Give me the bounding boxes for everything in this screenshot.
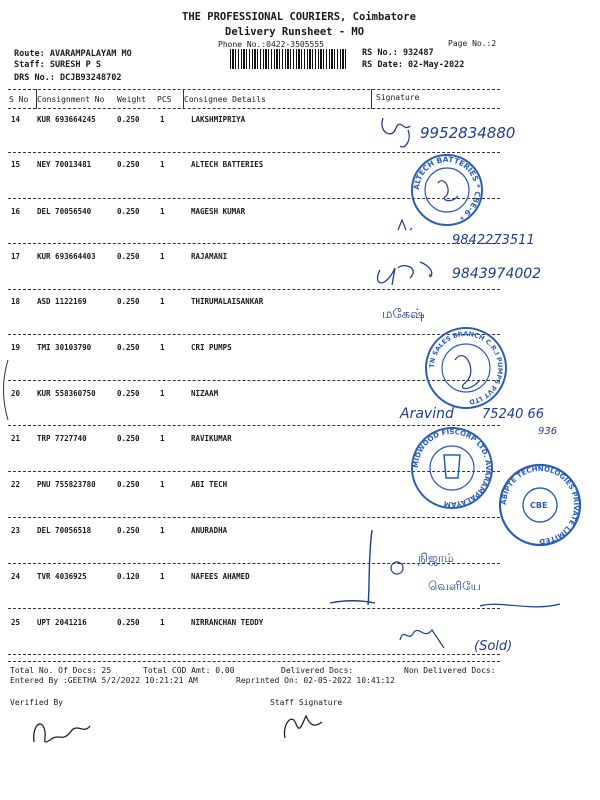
cell-sno: 23 <box>11 526 21 535</box>
reprinted-on: Reprinted On: 02-05-2022 10:41:12 <box>236 676 395 685</box>
svg-text:ABIPTE TECHNOLOGIES PRIVATE LI: ABIPTE TECHNOLOGIES PRIVATE LIMITED <box>499 464 581 546</box>
cell-sno: 18 <box>11 297 21 306</box>
cell-consignment: DEL 70056540 <box>37 207 92 216</box>
rs-number: RS No.: 932487 <box>362 48 434 58</box>
cell-sno: 19 <box>11 343 21 352</box>
drs-number: DRS No.: DCJB93248702 <box>14 73 122 83</box>
table-row <box>0 526 380 538</box>
cell-pcs: 1 <box>160 343 165 352</box>
svg-text:MIDWOOD FISCORP LTD. AVARAMPAL: MIDWOOD FISCORP LTD. AVARAMPALAYAM <box>411 427 493 509</box>
handwritten-tamil: மகேஷ் <box>382 307 425 322</box>
table-row <box>0 297 380 309</box>
svg-text:CBE: CBE <box>530 501 548 510</box>
cell-weight: 0.250 <box>117 252 140 261</box>
cell-sno: 14 <box>11 115 21 124</box>
col-consignee: Consignee Details <box>184 95 266 104</box>
cell-consignee: MAGESH KUMAR <box>191 207 246 216</box>
cell-consignment: TVR 4036925 <box>37 572 87 581</box>
column-divider <box>371 89 372 109</box>
handwritten-signature <box>400 630 444 648</box>
barcode <box>230 49 348 69</box>
cell-pcs: 1 <box>160 297 165 306</box>
entered-by: Entered By :GEETHA 5/2/2022 10:21:21 AM <box>10 676 198 685</box>
abi-tech-stamp <box>500 465 580 545</box>
col-sno: S No <box>9 95 29 104</box>
cell-consignment: KUR 693664403 <box>37 252 96 261</box>
document-subtitle: Delivery Runsheet - MO <box>225 26 365 38</box>
table-row <box>0 343 380 355</box>
cell-consignee: THIRUMALAISANKAR <box>191 297 264 306</box>
cell-weight: 0.250 <box>117 207 140 216</box>
cell-weight: 0.250 <box>117 526 140 535</box>
cell-consignee: NIZAAM <box>191 389 219 398</box>
handwritten-stroke <box>480 604 560 607</box>
table-row <box>0 207 380 219</box>
cell-consignee: RAJAMANI <box>191 252 228 261</box>
page-number: Page No.:2 <box>448 39 497 48</box>
cell-consignee: NAFEES AHAMED <box>191 572 250 581</box>
cell-consignment: NEY 70013481 <box>37 160 92 169</box>
cell-pcs: 1 <box>160 526 165 535</box>
non-delivered-docs: Non Delivered Docs: <box>404 666 496 675</box>
total-cod: Total COD Amt: 0.00 <box>143 666 235 675</box>
handwritten-phone: 9952834880 <box>420 124 516 142</box>
table-row <box>0 389 380 401</box>
handwritten-tamil: வெளியே <box>428 579 481 593</box>
row-rule <box>8 289 500 290</box>
cell-pcs: 1 <box>160 115 165 124</box>
delivered-docs: Delivered Docs: <box>281 666 354 675</box>
cell-sno: 16 <box>11 207 21 216</box>
table-row <box>0 252 380 264</box>
row-rule <box>8 608 500 609</box>
cell-weight: 0.250 <box>117 343 140 352</box>
cell-consignee: LAKSHMIPRIYA <box>191 115 246 124</box>
cell-consignment: KUR 693664245 <box>37 115 96 124</box>
company-name: THE PROFESSIONAL COURIERS, Coimbatore <box>182 11 416 23</box>
verified-by: Verified By <box>10 698 63 707</box>
row-rule <box>8 380 500 381</box>
cell-weight: 0.250 <box>117 115 140 124</box>
col-weight: Weight <box>117 95 146 104</box>
handwritten-phone: 9842273511 <box>452 233 535 248</box>
row-rule <box>8 517 500 518</box>
cell-consignment: ASD 1122169 <box>37 297 87 306</box>
table-row <box>0 480 380 492</box>
cell-weight: 0.120 <box>117 572 140 581</box>
handwritten-signature <box>382 118 410 147</box>
cell-sno: 22 <box>11 480 21 489</box>
table-row <box>0 115 380 127</box>
staff-signature <box>284 716 322 738</box>
col-signature: Signature <box>376 93 420 102</box>
handwritten-signature <box>398 220 412 230</box>
table-row <box>0 160 380 172</box>
row-rule <box>8 243 500 244</box>
cell-weight: 0.250 <box>117 389 140 398</box>
handwritten-tamil: நிஜாம் <box>418 551 454 565</box>
cell-consignment: TRP 7727740 <box>37 434 87 443</box>
svg-text:TN SALES BRANCH C.R.I PUMPS PV: TN SALES BRANCH C.R.I PUMPS PVT LTD <box>427 329 505 406</box>
handwritten-signature <box>378 262 432 285</box>
col-pcs: PCS <box>157 95 172 104</box>
cell-pcs: 1 <box>160 207 165 216</box>
cell-weight: 0.250 <box>117 618 140 627</box>
route: Route: AVARAMPALAYAM MO <box>14 49 132 59</box>
handwritten-phone: 75240 66 <box>482 407 545 422</box>
table-row <box>0 434 380 446</box>
cell-sno: 20 <box>11 389 21 398</box>
midwood-stamp <box>412 428 492 508</box>
cell-consignment: PNU 755823780 <box>37 480 96 489</box>
cell-pcs: 1 <box>160 480 165 489</box>
cell-weight: 0.250 <box>117 297 140 306</box>
row-rule <box>8 152 500 153</box>
cell-weight: 0.250 <box>117 160 140 169</box>
row-rule <box>8 334 500 335</box>
table-row <box>0 618 380 630</box>
cell-consignee: CRI PUMPS <box>191 343 232 352</box>
cell-consignee: ALTECH BATTERIES <box>191 160 264 169</box>
cell-pcs: 1 <box>160 160 165 169</box>
verified-signature <box>34 724 90 742</box>
bracket-mark <box>330 530 375 605</box>
cell-pcs: 1 <box>160 389 165 398</box>
cell-consignee: ANURADHA <box>191 526 228 535</box>
cell-pcs: 1 <box>160 618 165 627</box>
cell-weight: 0.250 <box>117 434 140 443</box>
row-rule <box>8 654 500 655</box>
cell-sno: 25 <box>11 618 21 627</box>
cell-consignee: ABI TECH <box>191 480 228 489</box>
cell-consignment: KUR 558360750 <box>37 389 96 398</box>
cell-sno: 17 <box>11 252 21 261</box>
svg-text:ALTECH BATTERIES * CBE-6 *: ALTECH BATTERIES * CBE-6 * <box>411 154 483 222</box>
handwritten-phone: 9843974002 <box>452 266 542 282</box>
row-rule <box>8 425 500 426</box>
cell-pcs: 1 <box>160 572 165 581</box>
cell-consignment: UPT 2041216 <box>37 618 87 627</box>
table-row <box>0 572 380 584</box>
col-consignment: Consignment No <box>37 95 105 104</box>
cell-consignee: RAVIKUMAR <box>191 434 232 443</box>
staff: Staff: SURESH P S <box>14 60 101 70</box>
table-header-rule <box>8 108 500 109</box>
cell-consignee: NIRRANCHAN TEDDY <box>191 618 264 627</box>
row-rule <box>8 198 500 199</box>
handwritten-name: Aravind <box>400 406 454 422</box>
footer-rule <box>8 661 500 662</box>
staff-signature-label: Staff Signature <box>270 698 343 707</box>
altech-stamp <box>412 155 482 225</box>
cri-pumps-stamp <box>426 328 506 408</box>
row-rule <box>8 563 500 564</box>
cell-pcs: 1 <box>160 252 165 261</box>
cell-sno: 21 <box>11 434 21 443</box>
rs-date: RS Date: 02-May-2022 <box>362 60 465 70</box>
cell-sno: 24 <box>11 572 21 581</box>
handwritten-note: (Sold) <box>474 639 513 654</box>
cell-pcs: 1 <box>160 434 165 443</box>
table-top-rule <box>8 89 500 90</box>
cell-consignment: TMI 30103790 <box>37 343 92 352</box>
total-docs: Total No. Of Docs: 25 <box>10 666 112 675</box>
handwritten-phone-suffix: 936 <box>538 426 558 437</box>
cell-consignment: DEL 70056518 <box>37 526 92 535</box>
cell-sno: 15 <box>11 160 21 169</box>
phone-number: Phone No.:0422-3505555 <box>218 40 324 49</box>
cell-weight: 0.250 <box>117 480 140 489</box>
row-rule <box>8 471 500 472</box>
